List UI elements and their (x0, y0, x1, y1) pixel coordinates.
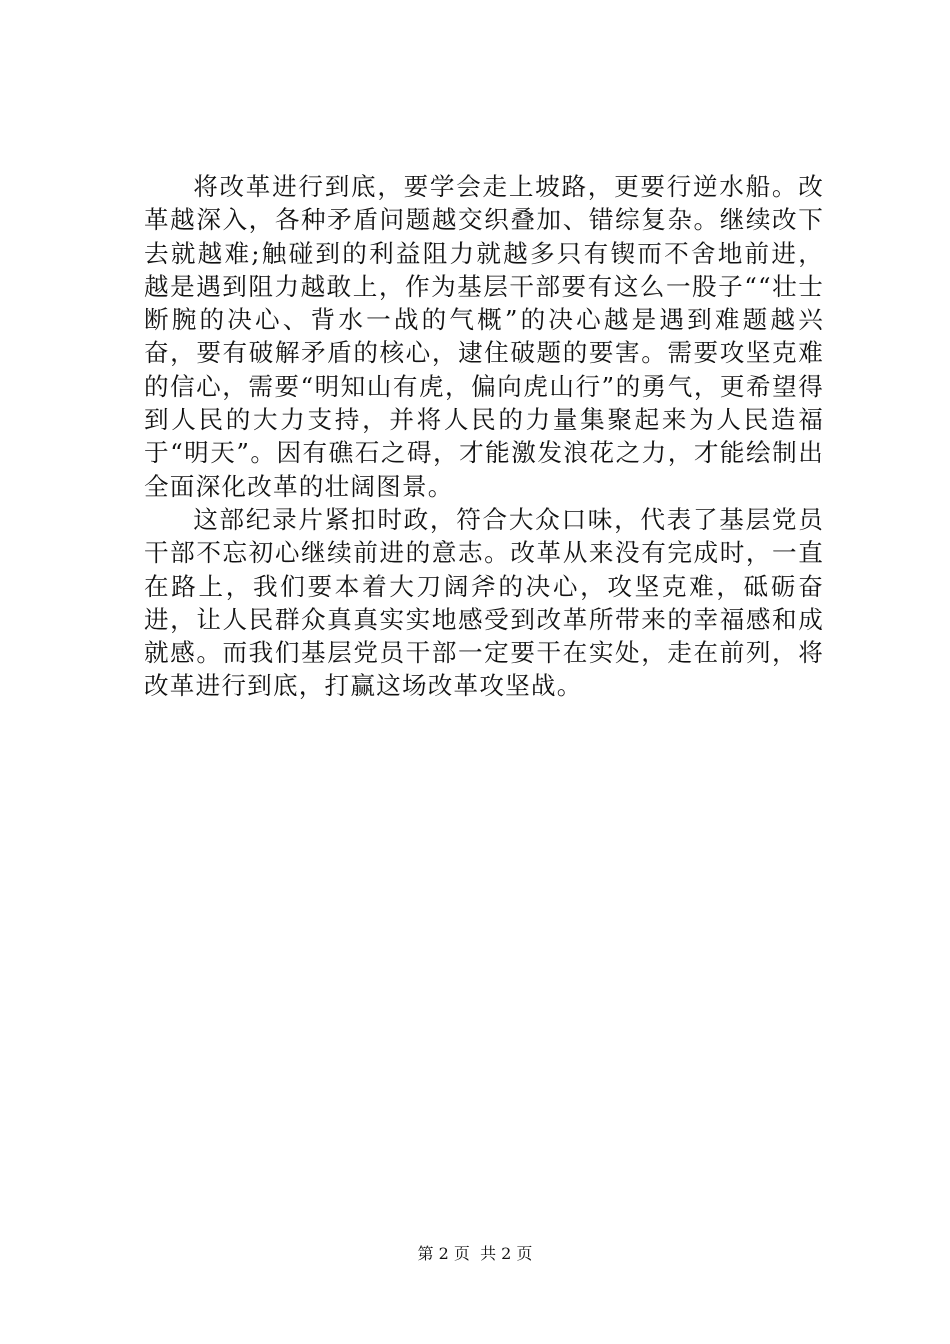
document-body (144, 170, 824, 703)
page-number-label: 第 2 页 共 2 页 (417, 1244, 533, 1263)
paragraph-2: 这部纪录片紧扣时政，符合大众口味，代表了基层党员干部不忘初心继续前进的意志。改革从来没有完成时，一直在路上，我们要本着大刀阔斧的决心，攻坚克难，砥砺奋进，让人民群众真真实实地感受到改革所带来的幸福感和成就感。而我们基层党员干部一定要干在实处，走在前列，将改革进行到底，打赢这场改革攻坚战。 (144, 504, 824, 701)
paragraph-1: 将改革进行到底，要学会走上坡路，更要行逆水船。改革越深入，各种矛盾问题越交织叠加、错综复杂。继续改下去就越难;触碰到的利益阻力就越多只有锲而不舍地前进，越是遇到阻力越敢上，作为基层干部要有这么一股子““壮士断腕的决心、背水一战的气概”的决心越是遇到难题越兴奋，要有破解矛盾的核心，逮住破题的要害。需要攻坚克难的信心，需要“明知山有虎，偏向虎山行”的勇气，更希望得到人民的大力支持，并将人民的力量集聚起来为人民造福于“明天”。因有礁石之碍，才能激发浪花之力，才能绘制出全面深化改革的壮阔图景。 (144, 172, 824, 501)
page-footer (0, 1242, 950, 1266)
